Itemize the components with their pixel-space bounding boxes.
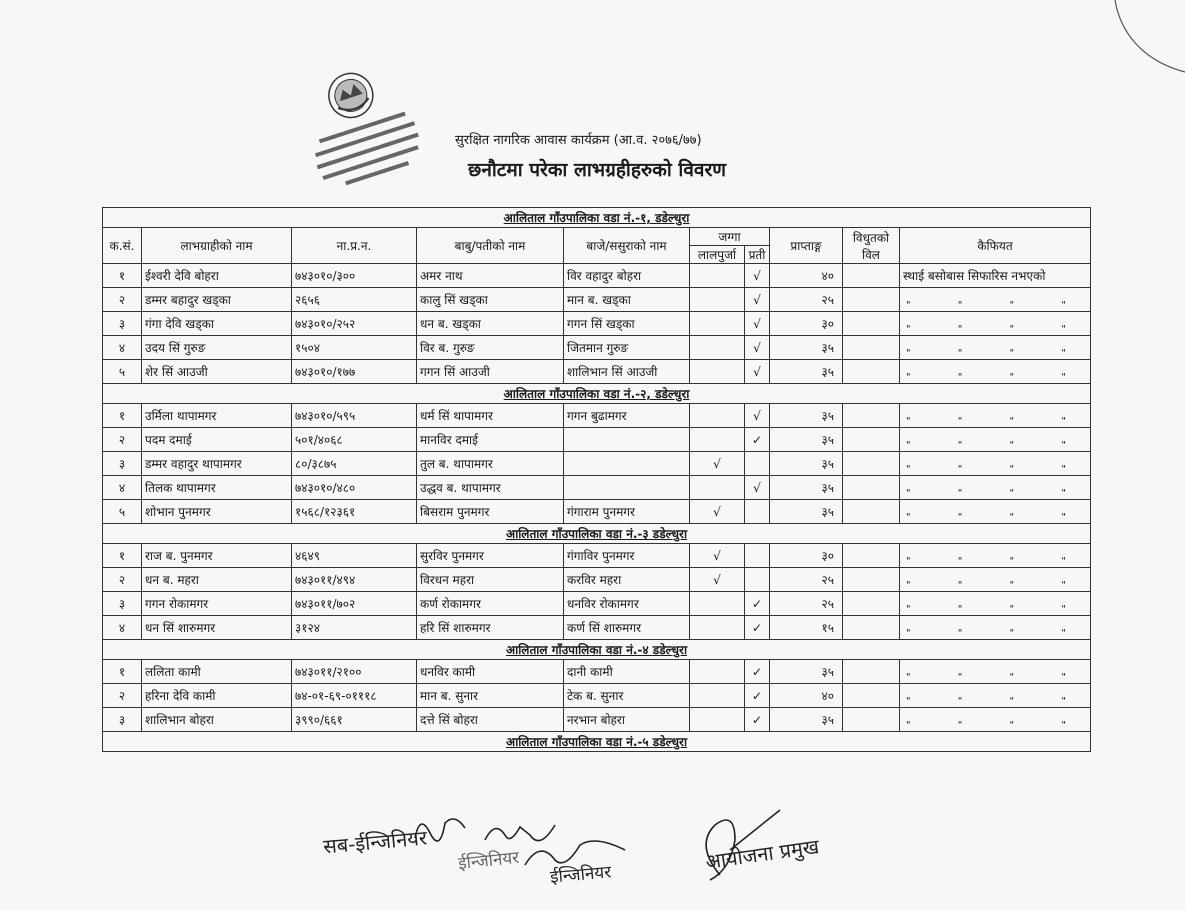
project-head-signature-label: आयोजना प्रमुख [703, 834, 821, 874]
table-row [103, 616, 1091, 640]
cell-electricity [843, 288, 900, 312]
cell-name: उदय सिं गुरुङ [142, 336, 292, 360]
engineer-signature-label-2: ईन्जिनियर [549, 862, 612, 888]
cell-name: ईश्वरी देवि बोहरा [142, 264, 292, 288]
cell-prati: ✓ [745, 616, 770, 640]
cell-sn: २ [103, 684, 142, 708]
cell-prati: √ [745, 476, 770, 500]
cell-lalpurja [690, 476, 745, 500]
cell-remark: " " " " [900, 336, 1091, 360]
cell-score: ३५ [770, 404, 843, 428]
cell-grandfather [564, 476, 690, 500]
cell-sn: १ [103, 404, 142, 428]
cell-grandfather: धनविर रोकामगर [564, 592, 690, 616]
cell-remark: " " " " [900, 592, 1091, 616]
cell-prati [745, 568, 770, 592]
header-father: बाबु/पतीको नाम [417, 228, 564, 264]
cell-prati: √ [745, 360, 770, 384]
header-land: जग्गा [690, 228, 770, 246]
cell-sn: ४ [103, 336, 142, 360]
cell-grandfather: जितमान गुरुङ [564, 336, 690, 360]
cell-grandfather [564, 428, 690, 452]
cell-score: २५ [770, 568, 843, 592]
cell-lalpurja [690, 684, 745, 708]
table-row [103, 404, 1091, 428]
cell-electricity [843, 500, 900, 524]
section-title-row [103, 208, 1091, 228]
cell-prati: √ [745, 404, 770, 428]
header-name: लाभग्राहीको नाम [142, 228, 292, 264]
cell-name: डम्मर वहादुर थापामगर [142, 452, 292, 476]
cell-electricity [843, 708, 900, 732]
section-title-row [103, 384, 1091, 404]
ward-title: आलिताल गाँउपालिका वडा नं.-५ डडेल्धुरा [103, 732, 1091, 752]
cell-lalpurja [690, 264, 745, 288]
header-lalpurja: लालपुर्जा [690, 246, 745, 264]
cell-electricity [843, 360, 900, 384]
header-electricity-line1: विधुतको [852, 230, 890, 245]
cell-score: १५ [770, 616, 843, 640]
cell-score: ३५ [770, 708, 843, 732]
cell-sn: ३ [103, 452, 142, 476]
cell-remark: " " " " [900, 452, 1091, 476]
cell-lalpurja [690, 336, 745, 360]
cell-prati: √ [745, 312, 770, 336]
cell-score: ३५ [770, 452, 843, 476]
cell-sn: ३ [103, 592, 142, 616]
table-row [103, 312, 1091, 336]
cell-sn: ५ [103, 360, 142, 384]
cell-lalpurja [690, 660, 745, 684]
cell-remark: " " " " [900, 568, 1091, 592]
cell-score: ३५ [770, 428, 843, 452]
cell-remark: " " " " [900, 312, 1091, 336]
cell-name: गगन रोकामगर [142, 592, 292, 616]
cell-father: धर्म सिं थापामगर [417, 404, 564, 428]
cell-electricity [843, 452, 900, 476]
cell-score: ४० [770, 264, 843, 288]
cell-citizenship: ५०१/४०६८ [292, 428, 417, 452]
cell-grandfather: टेक ब. सुनार [564, 684, 690, 708]
cell-electricity [843, 660, 900, 684]
cell-grandfather: गगन बुढामगर [564, 404, 690, 428]
section-title-row [103, 732, 1091, 752]
table-row [103, 264, 1091, 288]
cell-name: ललिता कामी [142, 660, 292, 684]
cell-score: २५ [770, 592, 843, 616]
cell-citizenship: ३१२४ [292, 616, 417, 640]
cell-score: ३५ [770, 660, 843, 684]
cell-name: हरिना देवि कामी [142, 684, 292, 708]
cell-lalpurja: √ [690, 544, 745, 568]
cell-lalpurja [690, 312, 745, 336]
cell-father: धन ब. खड्का [417, 312, 564, 336]
cell-sn: ४ [103, 616, 142, 640]
cell-citizenship: ७४३०११/४९४ [292, 568, 417, 592]
cell-name: उर्मिला थापामगर [142, 404, 292, 428]
table-row [103, 660, 1091, 684]
cell-remark: " " " " [900, 360, 1091, 384]
table-row [103, 568, 1091, 592]
cell-prati: √ [745, 288, 770, 312]
cell-sn: २ [103, 568, 142, 592]
cell-lalpurja: √ [690, 452, 745, 476]
cell-citizenship: ७४३०१०/२५२ [292, 312, 417, 336]
cell-father: अमर नाथ [417, 264, 564, 288]
cell-lalpurja: √ [690, 568, 745, 592]
section-title-row [103, 640, 1091, 660]
cell-grandfather [564, 452, 690, 476]
cell-prati: ✓ [745, 708, 770, 732]
document-title: छनौटमा परेका लाभग्रहीहरुको विवरण [468, 159, 726, 181]
cell-grandfather: कर्ण सिं शारुमगर [564, 616, 690, 640]
sub-engineer-signature-label: सब-ईन्जिनियर [322, 825, 428, 859]
cell-name: धन ब. महरा [142, 568, 292, 592]
ward-title: आलिताल गाँउपालिका वडा नं.-४ डडेल्धुरा [103, 640, 1091, 660]
cell-sn: २ [103, 288, 142, 312]
cell-lalpurja: √ [690, 500, 745, 524]
cell-electricity [843, 684, 900, 708]
cell-electricity [843, 428, 900, 452]
cell-remark: " " " " [900, 404, 1091, 428]
cell-remark: " " " " [900, 708, 1091, 732]
cell-sn: १ [103, 544, 142, 568]
cell-score: ४० [770, 684, 843, 708]
cell-grandfather: करविर महरा [564, 568, 690, 592]
table-row [103, 360, 1091, 384]
table-row [103, 428, 1091, 452]
cell-sn: १ [103, 660, 142, 684]
cell-remark: " " " " [900, 500, 1091, 524]
cell-remark: " " " " [900, 544, 1091, 568]
cell-prati [745, 500, 770, 524]
cell-score: ३५ [770, 360, 843, 384]
cell-remark: " " " " [900, 616, 1091, 640]
header-citizenship: ना.प्र.न. [292, 228, 417, 264]
beneficiary-table [102, 207, 1091, 752]
cell-name: राज ब. पुनमगर [142, 544, 292, 568]
table-row [103, 544, 1091, 568]
cell-remark: " " " " [900, 684, 1091, 708]
office-seal [296, 66, 426, 194]
cell-grandfather: गगन सिं खड्का [564, 312, 690, 336]
cell-citizenship: २६५६ [292, 288, 417, 312]
cell-remark: स्थाई बसोबास सिफारिस नभएको [900, 264, 1091, 288]
cell-father: तुल ब. थापामगर [417, 452, 564, 476]
cell-citizenship: ७४३०१०/५९५ [292, 404, 417, 428]
cell-electricity [843, 404, 900, 428]
cell-score: ३५ [770, 476, 843, 500]
cell-father: बिसराम पुनमगर [417, 500, 564, 524]
cell-prati [745, 544, 770, 568]
cell-name: गंगा देवि खड्का [142, 312, 292, 336]
cell-electricity [843, 312, 900, 336]
cell-score: ३० [770, 312, 843, 336]
cell-grandfather: विर वहादुर बोहरा [564, 264, 690, 288]
cell-grandfather: मान ब. खड्का [564, 288, 690, 312]
cell-father: गगन सिं आउजी [417, 360, 564, 384]
cell-citizenship: ८०/३८७५ [292, 452, 417, 476]
header-row-1 [103, 228, 1091, 246]
cell-electricity [843, 544, 900, 568]
cell-grandfather: दानी कामी [564, 660, 690, 684]
cell-lalpurja [690, 360, 745, 384]
cell-prati: ✓ [745, 660, 770, 684]
table-row [103, 452, 1091, 476]
program-title: सुरक्षित नागरिक आवास कार्यक्रम (आ.व. २०७६/७७) [455, 133, 702, 148]
cell-remark: " " " " [900, 428, 1091, 452]
cell-father: कालु सिं खड्का [417, 288, 564, 312]
cell-sn: ३ [103, 312, 142, 336]
corner-pen-mark [1095, 0, 1185, 80]
table-row [103, 592, 1091, 616]
cell-lalpurja [690, 288, 745, 312]
header-score: प्राप्ताङ्ग [770, 228, 843, 264]
table-row [103, 288, 1091, 312]
cell-name: शेर सिं आउजी [142, 360, 292, 384]
ward-title: आलिताल गाँउपालिका वडा नं.-२, डडेल्धुरा [103, 384, 1091, 404]
table-row [103, 336, 1091, 360]
header-remarks: कैफियत [900, 228, 1091, 264]
cell-father: कर्ण रोकामगर [417, 592, 564, 616]
cell-citizenship: १५०४ [292, 336, 417, 360]
cell-score: ३५ [770, 500, 843, 524]
cell-prati: ✓ [745, 684, 770, 708]
cell-grandfather: गंगाराम पुनमगर [564, 500, 690, 524]
cell-electricity [843, 568, 900, 592]
cell-electricity [843, 476, 900, 500]
header-electricity [843, 228, 900, 264]
header-sn: क.सं. [103, 228, 142, 264]
cell-name: शोभान पुनमगर [142, 500, 292, 524]
header-electricity-line2: विल [862, 247, 880, 262]
engineer-signature-label-1: ईन्जिनियर [457, 847, 521, 875]
cell-father: सुरविर पुनमगर [417, 544, 564, 568]
header-prati: प्रती [745, 246, 770, 264]
cell-citizenship: ७४३०११/२१०० [292, 660, 417, 684]
cell-lalpurja [690, 592, 745, 616]
handwritten-signature-3 [520, 830, 630, 880]
cell-citizenship: ४६४९ [292, 544, 417, 568]
cell-remark: " " " " [900, 476, 1091, 500]
cell-prati: ✓ [745, 592, 770, 616]
table-row [103, 500, 1091, 524]
cell-citizenship: ७४३०११/७०२ [292, 592, 417, 616]
cell-lalpurja [690, 428, 745, 452]
cell-electricity [843, 616, 900, 640]
cell-sn: २ [103, 428, 142, 452]
cell-score: २५ [770, 288, 843, 312]
cell-citizenship: ७४३०१०/४८० [292, 476, 417, 500]
cell-citizenship: ७४-०१-६९-०१११८ [292, 684, 417, 708]
cell-sn: ४ [103, 476, 142, 500]
cell-lalpurja [690, 404, 745, 428]
cell-grandfather: शालिभान सिं आउजी [564, 360, 690, 384]
cell-sn: ५ [103, 500, 142, 524]
cell-electricity [843, 592, 900, 616]
cell-citizenship: ३९९०/६६१ [292, 708, 417, 732]
table-row [103, 476, 1091, 500]
cell-electricity [843, 264, 900, 288]
header-grandfather: बाजे/ससुराको नाम [564, 228, 690, 264]
cell-remark: " " " " [900, 288, 1091, 312]
handwritten-signature-4 [690, 805, 790, 890]
cell-name: डम्मर बहादुर खड्का [142, 288, 292, 312]
cell-score: ३५ [770, 336, 843, 360]
cell-name: पदम दमाई [142, 428, 292, 452]
cell-father: उद्धव ब. थापामगर [417, 476, 564, 500]
cell-name: धन सिं शारुमगर [142, 616, 292, 640]
cell-electricity [843, 336, 900, 360]
cell-father: दत्ते सिं बोहरा [417, 708, 564, 732]
table-row [103, 708, 1091, 732]
cell-sn: ३ [103, 708, 142, 732]
table-row [103, 684, 1091, 708]
section-title-row [103, 524, 1091, 544]
cell-father: विरधन महरा [417, 568, 564, 592]
cell-lalpurja [690, 708, 745, 732]
cell-prati: √ [745, 264, 770, 288]
cell-prati: ✓ [745, 428, 770, 452]
cell-father: मान ब. सुनार [417, 684, 564, 708]
cell-remark: " " " " [900, 660, 1091, 684]
handwritten-signature-1 [410, 808, 470, 848]
cell-score: ३० [770, 544, 843, 568]
cell-lalpurja [690, 616, 745, 640]
cell-prati [745, 452, 770, 476]
cell-citizenship: ७४३०१०/३०० [292, 264, 417, 288]
ward-title: आलिताल गाँउपालिका वडा नं.-३ डडेल्धुरा [103, 524, 1091, 544]
cell-citizenship: १५६८/१२३६१ [292, 500, 417, 524]
cell-father: धनविर कामी [417, 660, 564, 684]
cell-citizenship: ७४३०१०/१७७ [292, 360, 417, 384]
cell-prati: √ [745, 336, 770, 360]
cell-grandfather: गंगाविर पुनमगर [564, 544, 690, 568]
ward-title: आलिताल गाँउपालिका वडा नं.-१, डडेल्धुरा [103, 208, 1091, 228]
cell-name: तिलक थापामगर [142, 476, 292, 500]
cell-father: मानविर दमाई [417, 428, 564, 452]
cell-sn: १ [103, 264, 142, 288]
cell-father: हरि सिं शारुमगर [417, 616, 564, 640]
cell-name: शालिभान बोहरा [142, 708, 292, 732]
cell-father: विर ब. गुरुङ [417, 336, 564, 360]
cell-grandfather: नरभान बोहरा [564, 708, 690, 732]
